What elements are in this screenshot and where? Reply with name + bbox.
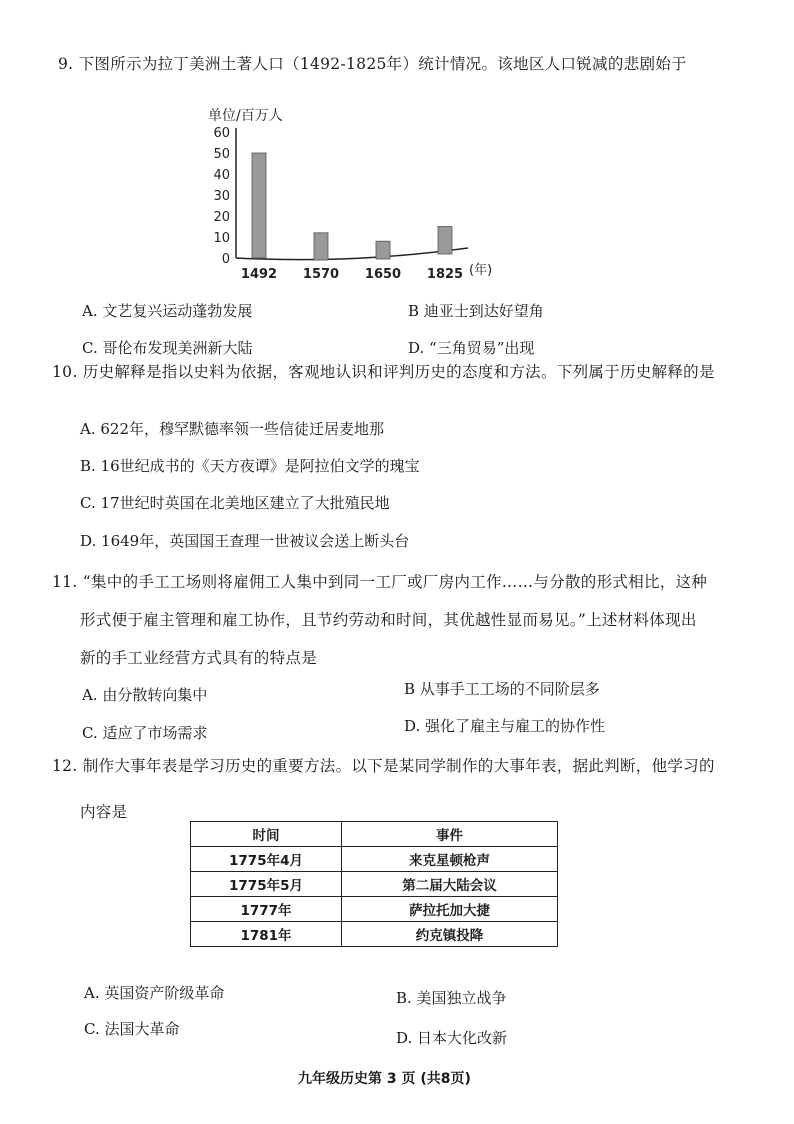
- bar: [314, 233, 328, 260]
- table-row: [191, 847, 558, 872]
- q9-option-a[interactable]: A. 文艺复兴运动蓬勃发展: [82, 302, 253, 320]
- q12-stem-line2: 内容是: [80, 803, 128, 821]
- y-tick-label: 0: [221, 252, 230, 267]
- q9-option-b[interactable]: B 迪亚士到达好望角: [408, 302, 544, 320]
- table-row: [191, 897, 558, 922]
- table-cell-event: 来克星顿枪声: [342, 847, 558, 872]
- q12-stem-line1: 12. 制作大事年表是学习历史的重要方法。以下是某同学制作的大事年表，据此判断，他学习的: [52, 757, 715, 775]
- y-axis-label: 单位/百万人: [208, 108, 283, 124]
- q12-option-c[interactable]: C. 法国大革命: [84, 1020, 180, 1038]
- q11-option-c[interactable]: C. 适应了市场需求: [82, 724, 208, 742]
- table-header-event: 事件: [342, 822, 558, 847]
- x-axis-line: [236, 248, 468, 260]
- q10-option-a[interactable]: A. 622年，穆罕默德率领一些信徒迁居麦地那: [80, 420, 385, 438]
- chronology-table: [190, 821, 558, 947]
- table-cell-time: 1775年4月: [191, 847, 342, 872]
- x-tick-label: 1650: [364, 267, 402, 282]
- y-tick-label: 50: [213, 147, 230, 162]
- bar: [252, 153, 266, 258]
- q11-stem-line1: 11. “集中的手工工场则将雇佣工人集中到同一工厂或厂房内工作……与分散的形式相比，这种: [52, 573, 708, 591]
- q11-option-a[interactable]: A. 由分散转向集中: [82, 686, 208, 704]
- y-tick-label: 20: [213, 210, 230, 225]
- table-row: [191, 922, 558, 947]
- q10-stem: 10. 历史解释是指以史料为依据，客观地认识和评判历史的态度和方法。下列属于历史解释的是: [52, 363, 715, 381]
- table-cell-event: 萨拉托加大捷: [342, 897, 558, 922]
- chart-svg: [198, 104, 493, 284]
- x-axis-label: (年): [469, 263, 493, 278]
- table-row: [191, 872, 558, 897]
- table-header-row: [191, 822, 558, 847]
- q9-option-d[interactable]: D. “三角贸易”出现: [408, 339, 535, 357]
- q12-option-b[interactable]: B. 美国独立战争: [396, 989, 507, 1007]
- q11-stem-line2: 形式便于雇主管理和雇工协作，且节约劳动和时间，其优越性显而易见。”上述材料体现出: [80, 611, 697, 629]
- table-cell-event: 第二届大陆会议: [342, 872, 558, 897]
- q9-bar-chart: [198, 104, 493, 284]
- x-tick-label: 1492: [240, 267, 278, 282]
- q12-option-d[interactable]: D. 日本大化改新: [396, 1029, 508, 1047]
- y-tick-label: 30: [213, 189, 230, 204]
- q12-option-a[interactable]: A. 英国资产阶级革命: [84, 984, 225, 1002]
- y-tick-label: 40: [213, 168, 230, 183]
- q10-option-c[interactable]: C. 17世纪时英国在北美地区建立了大批殖民地: [80, 494, 390, 512]
- x-tick-label: 1825: [426, 267, 464, 282]
- q10-option-b[interactable]: B. 16世纪成书的《天方夜谭》是阿拉伯文学的瑰宝: [80, 457, 420, 475]
- page-footer: 九年级历史第 3 页 (共8页): [298, 1071, 471, 1087]
- x-tick-label: 1570: [302, 267, 340, 282]
- y-tick-label: 10: [213, 231, 230, 246]
- y-tick-label: 60: [213, 126, 230, 141]
- q9-option-c[interactable]: C. 哥伦布发现美洲新大陆: [82, 339, 253, 357]
- table-cell-time: 1777年: [191, 897, 342, 922]
- table-cell-time: 1775年5月: [191, 872, 342, 897]
- q11-option-b[interactable]: B 从事手工工场的不同阶层多: [404, 680, 600, 698]
- bar: [438, 227, 452, 255]
- bar: [376, 241, 390, 259]
- q10-option-d[interactable]: D. 1649年，英国国王查理一世被议会送上断头台: [80, 532, 410, 550]
- table-cell-time: 1781年: [191, 922, 342, 947]
- q9-stem: 9. 下图所示为拉丁美洲土著人口（1492-1825年）统计情况。该地区人口锐减的悲剧始于: [58, 55, 687, 73]
- table-header-time: 时间: [191, 822, 342, 847]
- q11-stem-line3: 新的手工业经营方式具有的特点是: [80, 649, 318, 667]
- table-cell-event: 约克镇投降: [342, 922, 558, 947]
- q11-option-d[interactable]: D. 强化了雇主与雇工的协作性: [404, 717, 606, 735]
